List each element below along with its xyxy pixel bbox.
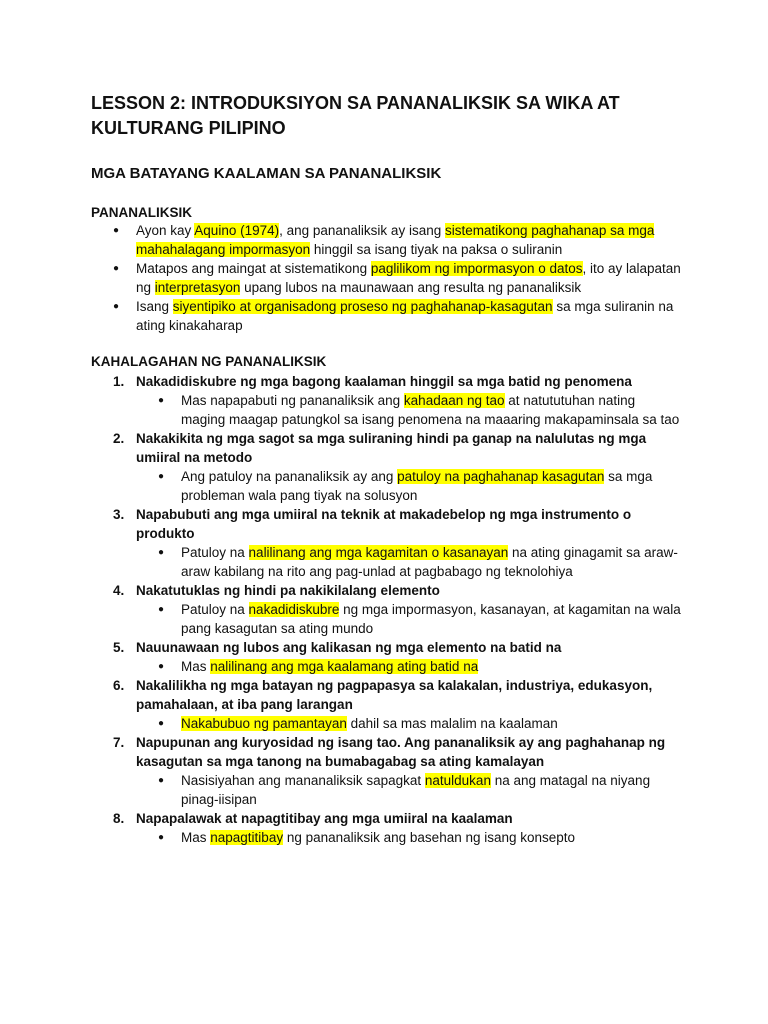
item-number: 2. — [113, 431, 125, 446]
importance-item — [91, 505, 681, 581]
item-detail: ● Nasisiyahan ang mananaliksik sapagkat natuldukan na ang matagal na niyang pinag-iisipan — [136, 771, 681, 809]
item-title: Nakatutuklas ng hindi pa nakikilalang elemento — [136, 583, 440, 598]
item-number: 7. — [113, 735, 125, 750]
item-number: 8. — [113, 811, 125, 826]
definition-item: ● Matapos ang maingat at sistematikong paglilikom ng impormasyon o datos, ito ay lalapatan ng interpretasyon upang lubos na maunawaan ang resulta ng pananaliksik — [91, 259, 681, 297]
item-detail: ● Nakabubuo ng pamantayan dahil sa mas malalim na kaalaman — [136, 714, 681, 733]
item-detail: ● Mas nalilinang ang mga kaalamang ating batid na — [136, 657, 681, 676]
importance-item — [91, 581, 681, 638]
pananaliksik-heading: PANANALIKSIK — [91, 205, 192, 220]
item-title: Nakadidiskubre ng mga bagong kaalaman hinggil sa mga batid ng penomena — [136, 374, 632, 389]
lesson-title: LESSON 2: INTRODUKSIYON SA PANANALIKSIK SA WIKA AT KULTURANG PILIPINO — [91, 93, 620, 138]
item-title: Nakakikita ng mga sagot sa mga suliraning hindi pa ganap na nalulutas ng mga umiiral na metodo — [136, 431, 647, 465]
item-title: Napupunan ang kuryosidad ng isang tao. Ang pananaliksik ay ang paghahanap ng kasagutan sa mga tanong na bumabagabag sa ating kamalayan — [136, 735, 666, 769]
kahalagahan-list — [91, 372, 681, 847]
item-detail: ● Mas napapabuti ng pananaliksik ang kahadaan ng tao at natututuhan nating maging maagap patungkol sa isang penomena na maaaring makapaminsala sa tao — [136, 391, 681, 429]
importance-item — [91, 809, 681, 847]
item-title: Napapalawak at napagtitibay ang mga umiiral na kaalaman — [136, 811, 513, 826]
section-heading: MGA BATAYANG KAALAMAN SA PANANALIKSIK — [91, 165, 442, 182]
item-title: Nauunawaan ng lubos ang kalikasan ng mga elemento na batid na — [136, 640, 562, 655]
importance-item — [91, 372, 681, 429]
kahalagahan-heading: KAHALAGAHAN NG PANANALIKSIK — [91, 354, 327, 369]
item-number: 4. — [113, 583, 125, 598]
item-detail: ● Patuloy na nakadidiskubre ng mga impormasyon, kasanayan, at kagamitan na wala pang kasagutan sa ating mundo — [136, 600, 681, 638]
importance-item — [91, 429, 681, 505]
item-detail: ● Patuloy na nalilinang ang mga kagamitan o kasanayan na ating ginagamit sa araw-araw kabilang na rito ang pag-unlad at pagbabago ng teknolohiya — [136, 543, 681, 581]
item-title: Napabubuti ang mga umiiral na teknik at makadebelop ng mga instrumento o produkto — [136, 507, 632, 541]
importance-item — [91, 638, 681, 676]
definition-item: ● Isang siyentipiko at organisadong proseso ng paghahanap-kasagutan sa mga suliranin na ating kinakaharap — [91, 297, 681, 335]
item-detail: ● Mas napagtitibay ng pananaliksik ang basehan ng isang konsepto — [136, 828, 681, 847]
importance-item — [91, 733, 681, 809]
item-number: 6. — [113, 678, 125, 693]
definition-item: ● Ayon kay Aquino (1974), ang pananaliksik ay isang sistematikong paghahanap sa mga mahahalagang impormasyon hinggil sa isang tiyak na paksa o suliranin — [91, 221, 681, 259]
item-number: 1. — [113, 374, 125, 389]
importance-item — [91, 676, 681, 733]
item-number: 5. — [113, 640, 125, 655]
item-number: 3. — [113, 507, 125, 522]
pananaliksik-definitions — [91, 221, 681, 335]
item-detail: ● Ang patuloy na pananaliksik ay ang patuloy na paghahanap kasagutan sa mga probleman wala pang tiyak na solusyon — [136, 467, 681, 505]
item-title: Nakalilikha ng mga batayan ng pagpapasya sa kalakalan, industriya, edukasyon, pamahalaan, at iba pang larangan — [136, 678, 653, 712]
